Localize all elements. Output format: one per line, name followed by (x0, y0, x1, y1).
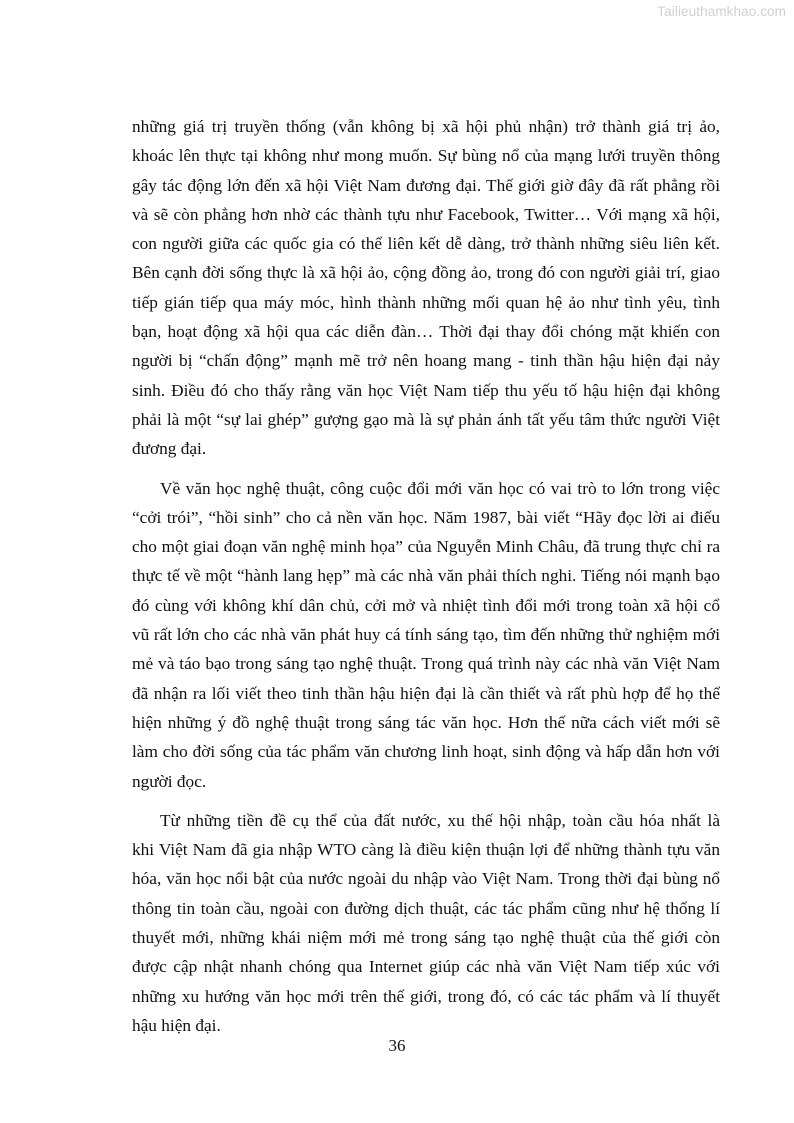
text-line: “cởi trói”, “hồi sinh” cho cả nền văn học. Năm 1987, bài viết “Hãy đọc lời ai điếu (132, 507, 720, 527)
text-line: đó cùng với không khí dân chủ, cởi mở và nhiệt tình đổi mới trong toàn xã hội cổ (132, 595, 720, 615)
text-line: phải là một “sự lai ghép” gượng gạo mà là sự phản ánh tất yếu tâm thức người Việt (132, 409, 720, 429)
text-line: Từ những tiền đề cụ thể của đất nước, xu thế hội nhập, toàn cầu hóa nhất là (160, 810, 720, 830)
text-line: và sẽ còn phẳng hơn nhờ các thành tựu như Facebook, Twitter… Với mạng xã hội, (132, 204, 720, 224)
text-line: thực tế về một “hành lang hẹp” mà các nhà văn phải thích nghi. Tiếng nói mạnh bạo (132, 566, 720, 586)
text-line: Về văn học nghệ thuật, công cuộc đổi mới văn học có vai trò to lớn trong việc (160, 478, 720, 498)
text-line: vũ rất lớn cho các nhà văn phát huy cá tính sáng tạo, tìm đến những thử nghiệm mới (132, 625, 720, 645)
paragraph (132, 474, 720, 796)
text-line: thuyết mới, những khái niệm mới mẻ trong sáng tạo nghệ thuật của thế giới còn (132, 928, 720, 948)
text-line: tiếp gián tiếp qua máy móc, hình thành những mối quan hệ ảo như tình yêu, tình (132, 292, 720, 312)
page-number: 36 (388, 1036, 406, 1055)
text-line: khoác lên thực tại không như mong muốn. Sự bùng nổ của mạng lưới truyền thông (132, 146, 720, 166)
text-line: làm cho đời sống của tác phẩm văn chương linh hoạt, sinh động và hấp dẫn hơn với (132, 742, 720, 762)
text-line: đương đại. (132, 439, 207, 459)
text-line: người đọc. (132, 771, 207, 791)
text-line: cho một giai đoạn văn nghệ minh họa” của Nguyễn Minh Châu, đã trung thực chỉ ra (132, 537, 720, 557)
text-line: gây tác động lớn đến xã hội Việt Nam đương đại. Thế giới giờ đây đã rất phẳng rồi (132, 175, 720, 195)
text-line: được cập nhật nhanh chóng qua Internet giúp các nhà văn Việt Nam tiếp xúc với (132, 957, 720, 977)
text-line: những xu hướng văn học mới trên thế giới, trong đó, có các tác phẩm và lí thuyết (132, 986, 720, 1006)
text-line: hiện những ý đồ nghệ thuật trong sáng tác văn học. Hơn thế nữa cách viết mới sẽ (132, 712, 720, 732)
text-line: mẻ và táo bạo trong sáng tạo nghệ thuật. Trong quá trình này các nhà văn Việt Nam (132, 654, 720, 674)
watermark: Tailieuthamkhao.com (657, 4, 786, 19)
text-line: bạn, hoạt động xã hội qua các diễn đàn… Thời đại thay đổi chóng mặt khiến con (132, 322, 720, 342)
text-line: hậu hiện đại. (132, 1015, 221, 1035)
text-line: hóa, văn học nổi bật của nước ngoài du nhập vào Việt Nam. Trong thời đại bùng nổ (132, 869, 720, 889)
text-line: đã nhận ra lối viết theo tinh thần hậu hiện đại là cần thiết và rất phù hợp để họ thể (132, 683, 720, 703)
text-line: người bị “chấn động” mạnh mẽ trở nên hoang mang - tinh thần hậu hiện đại nảy (132, 351, 720, 371)
paragraph (132, 806, 720, 1040)
paragraph (132, 112, 720, 464)
text-line: sinh. Điều đó cho thấy rằng văn học Việt Nam tiếp thu yếu tố hậu hiện đại không (132, 380, 720, 400)
document-body (132, 112, 720, 1050)
text-line: khi Việt Nam đã gia nhập WTO càng là điều kiện thuận lợi để những thành tựu văn (132, 840, 720, 860)
text-line: Bên cạnh đời sống thực là xã hội ảo, cộng đồng ảo, trong đó con người giải trí, giao (132, 263, 720, 283)
text-line: những giá trị truyền thống (vẫn không bị xã hội phủ nhận) trở thành giá trị ảo, (132, 117, 720, 136)
text-line: con người giữa các quốc gia có thể liên kết dễ dàng, trở thành những siêu liên kết. (132, 234, 720, 254)
text-line: thông tin toàn cầu, ngoài con đường dịch thuật, các tác phẩm cũng như hệ thống lí (132, 898, 720, 918)
